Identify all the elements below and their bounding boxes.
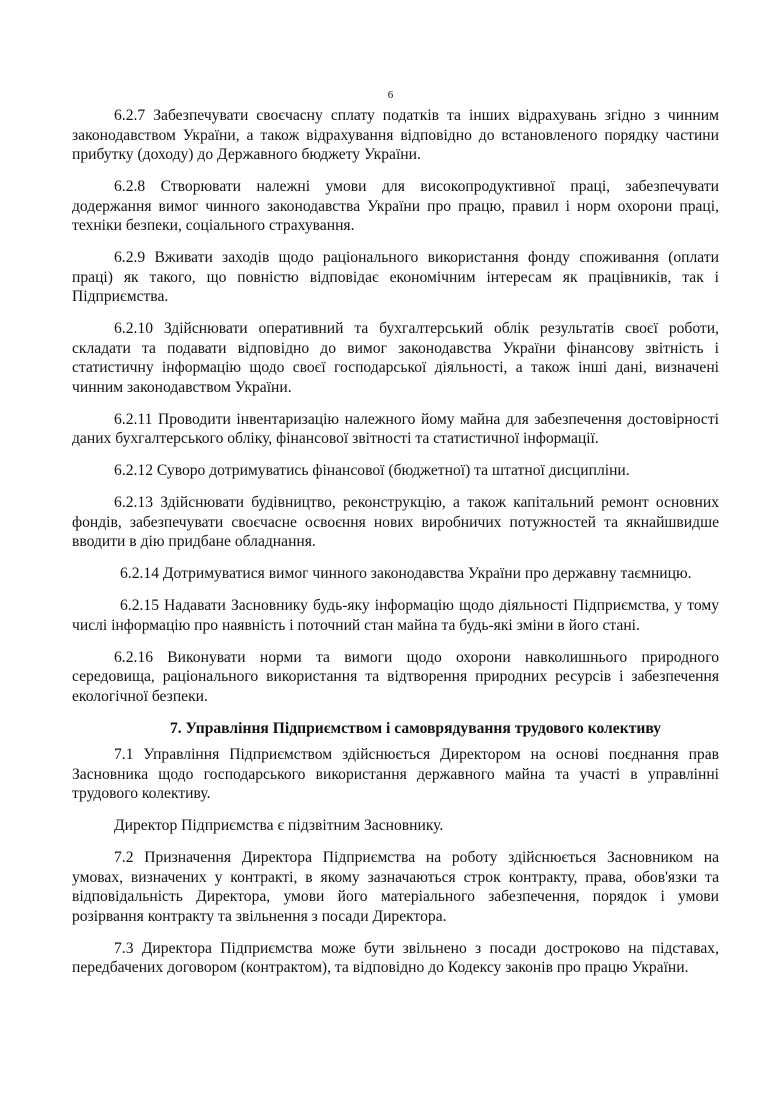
clause-6-2-15: 6.2.15 Надавати Засновнику будь-яку інформацію щодо діяльності Підприємства, у тому числі інформацію про наявність і поточний стан майна та будь-які зміни в його стані. [72, 597, 719, 634]
section-7-heading: 7. Управління Підприємством і самоврядування трудового колективу [169, 719, 662, 737]
clause-7-1: 7.1 Управління Підприємством здійснюється Директором на основі поєднання прав Засновника щодо господарського використання державного майна та участі в управлінні трудового колективу. [72, 746, 719, 802]
clause-6-2-10: 6.2.10 Здійснювати оперативний та бухгалтерський облік результатів своєї роботи, складати та подавати відповідно до вимог законодавства України фінансову звітність і статистичну інформацію щодо своєї господарської діяльності, а також інші дані, визначені чинним законодавством України. [72, 320, 719, 396]
clause-6-2-13: 6.2.13 Здійснювати будівництво, реконструкцію, а також капітальний ремонт основних фондів, забезпечувати своєчасне освоєння нових виробничих потужностей та якнайшвидше вводити в дію придбане обладнання. [72, 494, 719, 550]
clause-7-2: 7.2 Призначення Директора Підприємства на роботу здійснюється Засновником на умовах, визначених у контракті, в якому зазначаються строк контракту, права, обов'язки та відповідальність Директора, умови його матеріального забезпечення, порядок і умови розірвання контракту та звільнення з посади Директора. [72, 849, 719, 925]
clause-6-2-8: 6.2.8 Створювати належні умови для високопродуктивної праці, забезпечувати додержання вимог чинного законодавства України про працю, правил і норм охорони праці, техніки безпеки, соціального страхування. [72, 178, 719, 234]
clause-6-2-7: 6.2.7 Забезпечувати своєчасну сплату податків та інших відрахувань згідно з чинним законодавством України, а також відрахування відповідно до встановленого порядку частини прибутку (доходу) до Державного бюджету України. [72, 107, 719, 163]
clause-6-2-11: 6.2.11 Проводити інвентаризацію належного йому майна для забезпечення достовірності даних бухгалтерського обліку, фінансової звітності та статистичної інформації. [72, 410, 719, 447]
clause-6-2-12: 6.2.12 Суворо дотримуватись фінансової (бюджетної) та штатної дисципліни. [114, 462, 630, 479]
clause-6-2-9: 6.2.9 Вживати заходів щодо раціонального використання фонду споживання (оплати праці) як такого, що повністю відповідає економічним інтересам як працівників, так і Підприємства. [72, 249, 719, 305]
director-accountability: Директор Підприємства є підзвітним Засновнику. [114, 817, 444, 834]
clause-6-2-14: 6.2.14 Дотримуватися вимог чинного законодавства України про державну таємницю. [120, 565, 692, 582]
clause-6-2-16: 6.2.16 Виконувати норми та вимоги щодо охорони навколишнього природного середовища, раціонального використання та відтворення природних ресурсів і забезпечення екологічної безпеки. [72, 648, 719, 705]
page-number: 6 [387, 89, 394, 101]
clause-7-3: 7.3 Директора Підприємства може бути звільнено з посади достроково на підставах, передбачених договором (контрактом), та відповідно до Кодексу законів про працю України. [72, 939, 719, 976]
document-body [72, 106, 719, 990]
